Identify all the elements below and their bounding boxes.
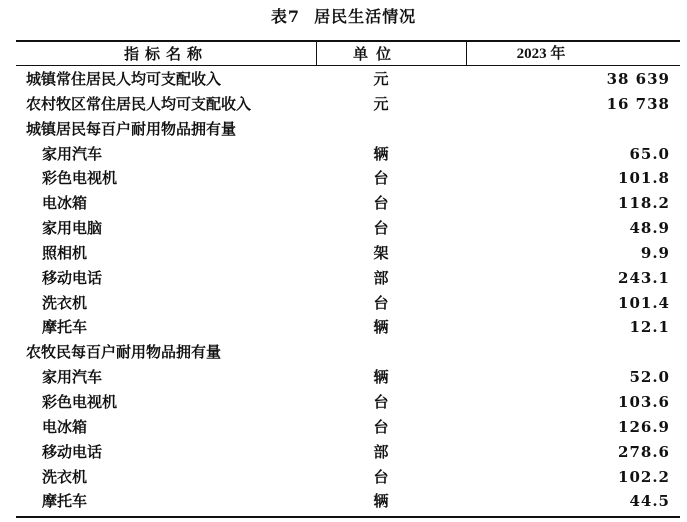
table-row xyxy=(16,440,680,465)
row-unit: 台 xyxy=(373,417,389,436)
row-value: 38 639 xyxy=(606,70,670,88)
row-value: 9.9 xyxy=(640,243,670,262)
table-row xyxy=(16,191,680,216)
row-unit: 台 xyxy=(373,219,389,238)
row-name: 家用汽车 xyxy=(42,144,103,163)
table-row xyxy=(16,390,680,415)
table-title xyxy=(0,4,687,27)
table-number: 表7 xyxy=(270,7,301,26)
header-bottom-rule xyxy=(16,65,680,66)
row-unit: 台 xyxy=(373,293,389,312)
row-value: 52.0 xyxy=(629,368,670,387)
row-value: 118.2 xyxy=(618,194,670,213)
row-value: 278.6 xyxy=(618,442,670,461)
row-name: 电冰箱 xyxy=(42,417,88,436)
row-unit: 辆 xyxy=(373,318,389,337)
row-value: 12.1 xyxy=(629,318,670,337)
header-indicator-name: 指标名称 xyxy=(123,45,208,63)
row-name: 移动电话 xyxy=(42,442,103,461)
row-name: 家用电脑 xyxy=(42,219,103,238)
row-name: 农牧民每百户耐用物品拥有量 xyxy=(26,343,222,362)
row-name: 彩色电视机 xyxy=(42,392,118,411)
row-name: 家用汽车 xyxy=(42,368,103,387)
table-row xyxy=(16,166,680,191)
row-name: 洗衣机 xyxy=(42,293,88,312)
table-row xyxy=(16,415,680,440)
row-name: 洗衣机 xyxy=(42,467,88,486)
header-unit: 单位 xyxy=(352,45,399,63)
row-unit: 元 xyxy=(373,94,389,113)
table-row xyxy=(16,117,680,142)
row-unit: 部 xyxy=(373,268,389,287)
table-row xyxy=(16,216,680,241)
table-row xyxy=(16,266,680,291)
row-value: 101.4 xyxy=(618,293,670,312)
row-value: 65.0 xyxy=(629,144,670,163)
row-value: 48.9 xyxy=(629,219,670,238)
row-value: 44.5 xyxy=(629,492,670,511)
row-unit: 辆 xyxy=(373,144,389,163)
row-name: 摩托车 xyxy=(42,318,88,337)
row-value: 16 738 xyxy=(606,94,670,113)
row-unit: 辆 xyxy=(373,492,389,511)
table-row xyxy=(16,142,680,167)
row-unit: 部 xyxy=(373,442,389,461)
row-value: 103.6 xyxy=(618,392,670,411)
row-name: 移动电话 xyxy=(42,268,103,287)
row-unit: 元 xyxy=(373,70,389,88)
table-body xyxy=(16,67,680,514)
row-name: 照相机 xyxy=(42,243,88,262)
table-row xyxy=(16,489,680,514)
row-value: 102.2 xyxy=(618,467,670,486)
row-value: 243.1 xyxy=(618,268,670,287)
table-bottom-rule xyxy=(16,516,680,518)
row-name: 彩色电视机 xyxy=(42,169,118,188)
row-name: 城镇居民每百户耐用物品拥有量 xyxy=(26,119,237,138)
table-row xyxy=(16,92,680,117)
table-row xyxy=(16,67,680,92)
row-unit: 台 xyxy=(373,467,389,486)
row-value: 126.9 xyxy=(618,417,670,436)
header-year: 2023 年 xyxy=(516,46,566,62)
row-name: 电冰箱 xyxy=(42,194,88,213)
table-row xyxy=(16,241,680,266)
table-row xyxy=(16,340,680,365)
row-value: 101.8 xyxy=(618,169,670,188)
table-row xyxy=(16,291,680,316)
table-title-text: 居民生活情况 xyxy=(314,7,417,26)
table-top-rule xyxy=(16,40,680,42)
row-unit: 架 xyxy=(373,243,389,262)
row-unit: 台 xyxy=(373,194,389,213)
table-row xyxy=(16,315,680,340)
row-name: 城镇常住居民人均可支配收入 xyxy=(26,70,222,88)
row-name: 农村牧区常住居民人均可支配收入 xyxy=(26,94,252,113)
row-unit: 辆 xyxy=(373,368,389,387)
table-row xyxy=(16,365,680,390)
row-name: 摩托车 xyxy=(42,492,88,511)
table-row xyxy=(16,465,680,490)
row-unit: 台 xyxy=(373,392,389,411)
row-unit: 台 xyxy=(373,169,389,188)
